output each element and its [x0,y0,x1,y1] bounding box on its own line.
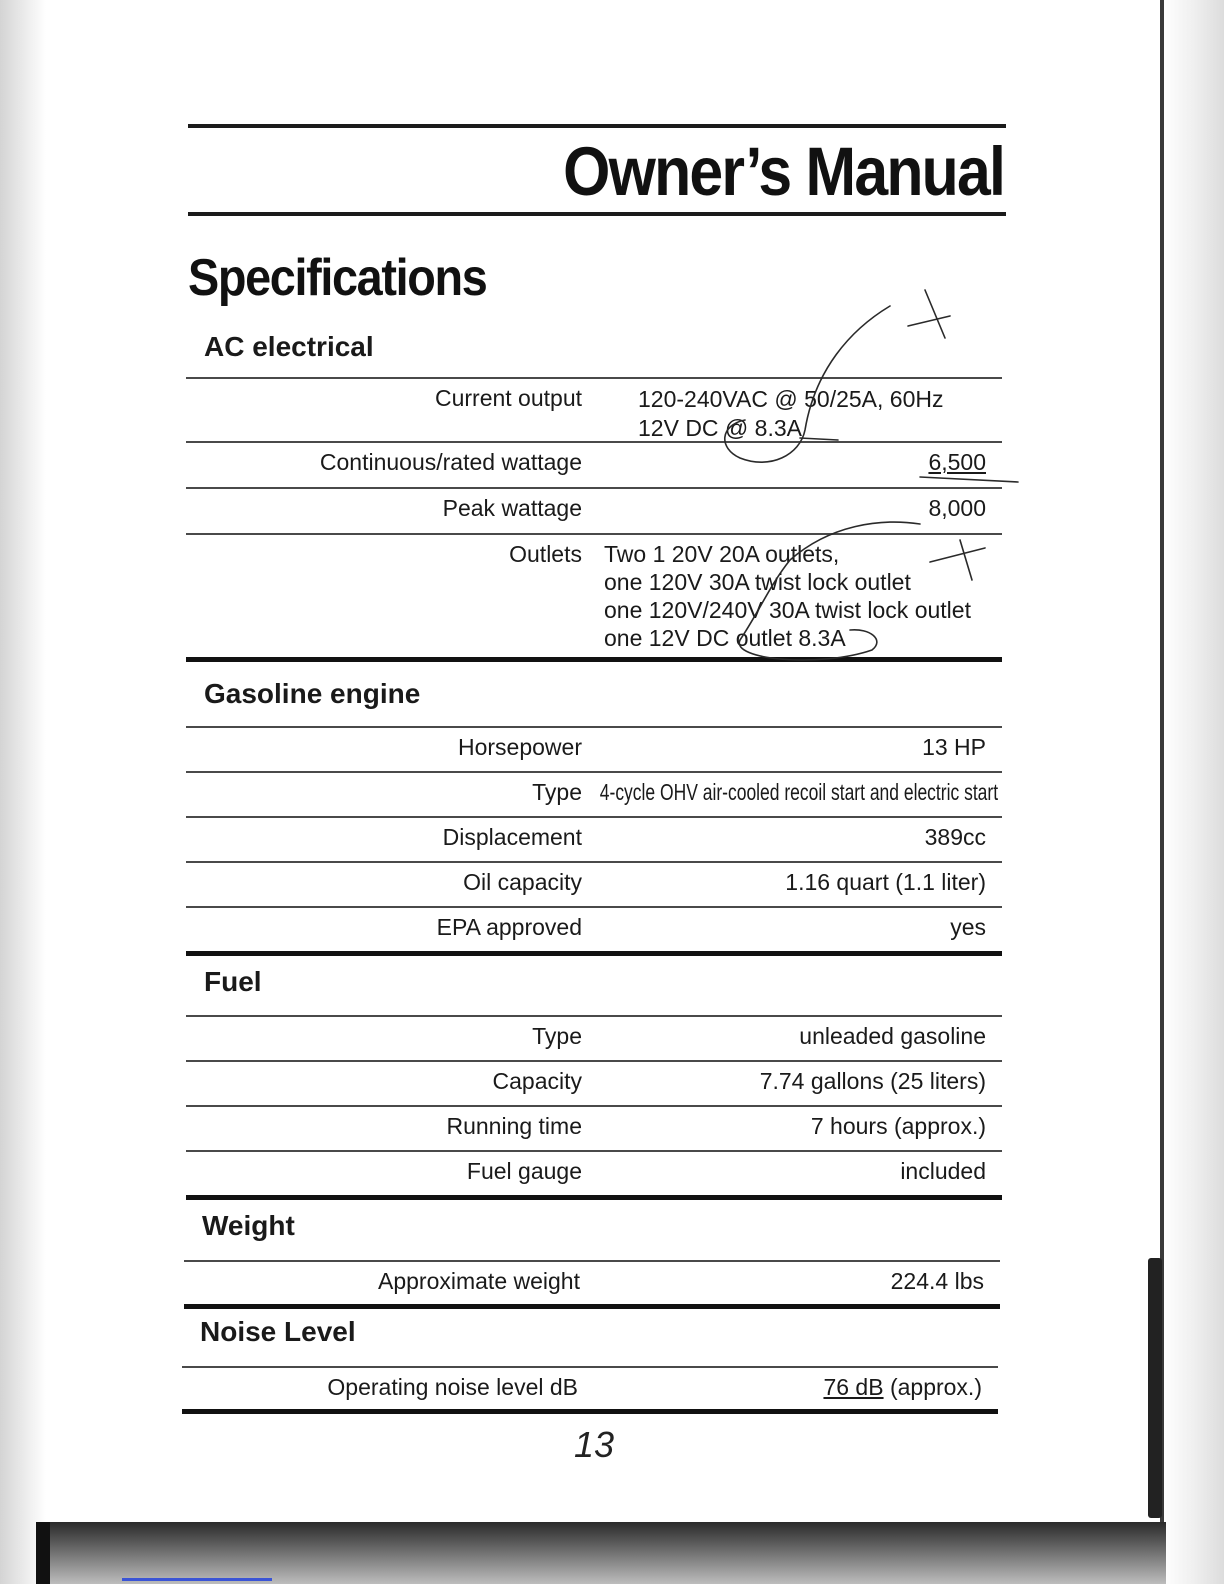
spec-label: Outlets [509,541,582,567]
value-line: one 12V DC outlet 8.3A [604,625,846,651]
section-title: Fuel [204,966,262,997]
spec-value [823,1374,982,1401]
spec-value: unleaded gasoline [799,1023,986,1049]
scan-artifact [122,1578,272,1581]
scan-bottom-edge [36,1522,1166,1584]
scan-shadow-left [0,0,46,1584]
spec-value: included [900,1158,986,1184]
value-suffix: (approx.) [883,1374,982,1400]
section-title: Noise Level [200,1316,356,1347]
value-line: Two 1 20V 20A outlets, [604,541,840,567]
spec-label: Operating noise level dB [327,1374,578,1400]
value-line: one 120V/240V 30A twist lock outlet [604,597,971,623]
spec-value: 7 hours (approx.) [810,1113,986,1139]
spec-row-displacement [186,816,1002,861]
spec-row-fuel-gauge [186,1150,1002,1200]
value-line: 12V DC @ 8.3A [638,415,802,441]
section-title: Weight [202,1210,295,1241]
spec-row-outlets [186,533,1002,662]
pen-stroke [908,316,950,326]
spec-label: Horsepower [458,734,582,760]
spec-label: Capacity [492,1068,582,1094]
value-underlined: 76 dB [823,1374,884,1400]
spec-label: Fuel gauge [466,1158,582,1184]
section-noise-level [182,1316,998,1414]
spec-label: Type [532,1023,582,1049]
spec-value: 6,500 [928,449,986,475]
spec-value: 4-cycle OHV air-cooled recoil start and electric start [599,779,998,805]
spec-row-epa-approved [186,906,1002,956]
spec-row-engine-type [186,771,1002,816]
section-ac-electrical [186,331,1002,662]
spec-value: 8,000 [928,495,986,521]
header-rule-top [188,124,1006,128]
page-number: 13 [574,1424,615,1465]
spec-label: Type [532,779,582,805]
spec-value: 1.16 quart (1.1 liter) [785,869,986,895]
spec-row-fuel-capacity [186,1060,1002,1105]
spec-label: Oil capacity [463,869,582,895]
section-title: Gasoline engine [204,678,421,709]
spec-value: 7.74 gallons (25 liters) [759,1068,986,1094]
spec-row-noise-level [182,1366,998,1414]
spec-label: EPA approved [436,914,582,940]
specifications-heading: Specifications [188,249,487,307]
spec-value [604,540,971,652]
spec-row-running-time [186,1105,1002,1150]
binding-spine [1148,1258,1162,1518]
section-gasoline-engine [186,678,1002,956]
spec-label: Approximate weight [378,1268,580,1294]
section-fuel [186,966,1002,1200]
spec-label: Peak wattage [442,495,582,521]
spec-value: 224.4 lbs [890,1268,984,1294]
spec-row-oil-capacity [186,861,1002,906]
spec-value: 389cc [924,824,986,850]
spec-label: Continuous/rated wattage [319,449,582,475]
spec-row-horsepower [186,726,1002,771]
scan-shadow-right [1162,0,1224,1584]
spec-label: Displacement [442,824,582,850]
spec-row-fuel-type [186,1015,1002,1060]
spec-row-continuous-wattage [186,441,1002,487]
spec-value: 13 HP [922,734,986,760]
section-weight [184,1210,1000,1309]
spec-row-approximate-weight [184,1260,1000,1309]
spec-label: Running time [446,1113,582,1139]
spec-value [638,385,944,443]
header-rule-bottom [188,212,1006,216]
page-title: Owner’s Manual [563,133,1004,210]
value-line: 120-240VAC @ 50/25A, 60Hz [638,386,944,412]
spec-value: yes [950,914,986,940]
section-title: AC electrical [204,331,374,362]
spec-row-peak-wattage [186,487,1002,533]
spec-label: Current output [434,385,582,411]
spec-row-current-output [186,377,1002,441]
value-line: one 120V 30A twist lock outlet [604,569,911,595]
